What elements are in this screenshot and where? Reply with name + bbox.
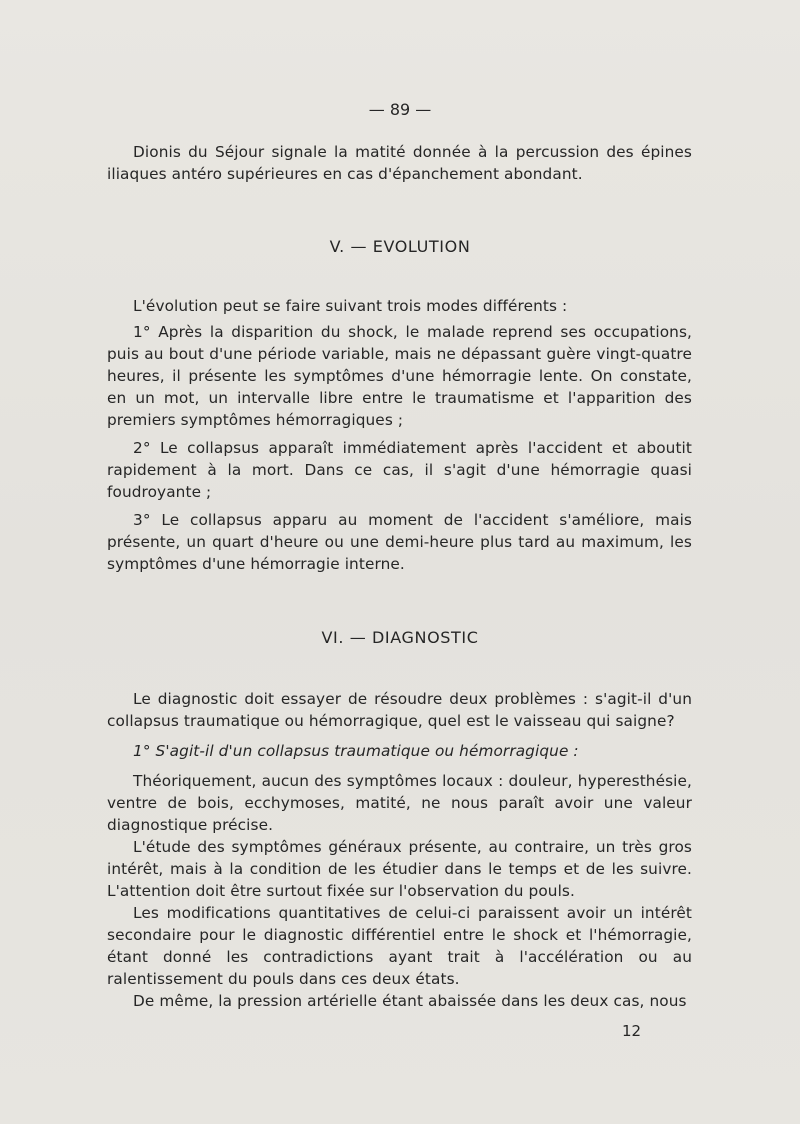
evolution-section xyxy=(107,295,692,575)
evolution-item-2: 2° Le collapsus apparaît immédiatement après l'accident et aboutit rapidement à la mort. Dans ce cas, il s'agit d'une hémorragie quasi foudroyante ; xyxy=(107,439,692,501)
section-heading-diagnostic: VI. — DIAGNOSTIC xyxy=(321,628,479,647)
evolution-lead: L'évolution peut se faire suivant trois modes différents : xyxy=(133,297,568,315)
diagnostic-subheading: 1° S'agit-il d'un collapsus traumatique ou hémorragique : xyxy=(133,742,579,760)
diagnostic-paragraph-1: Théoriquement, aucun des symptômes locaux : douleur, hyperesthésie, ventre de bois, ecchymoses, matité, ne nous paraît avoir une valeur diagnostique précise. xyxy=(107,772,692,834)
intro-paragraph-block xyxy=(107,141,692,185)
section-heading-evolution: V. — EVOLUTION xyxy=(329,237,471,256)
evolution-item-3: 3° Le collapsus apparu au moment de l'accident s'améliore, mais présente, un quart d'heure ou une demi-heure plus tard au maximum, les symptômes d'une hémorragie interne. xyxy=(107,511,692,573)
diagnostic-paragraph-2: L'étude des symptômes généraux présente, au contraire, un très gros intérêt, mais à la condition de les étudier dans le temps et de les suivre. L'attention doit être surtout fixée sur l'observation du pouls. xyxy=(107,838,692,900)
diagnostic-paragraph-4: De même, la pression artérielle étant abaissée dans les deux cas, nous xyxy=(133,992,687,1010)
signature-folio: 12 xyxy=(622,1022,642,1040)
diagnostic-section xyxy=(107,688,692,1012)
intro-paragraph: Dionis du Séjour signale la matité donnée à la percussion des épines iliaques antéro supérieures en cas d'épanchement abondant. xyxy=(107,143,692,183)
diagnostic-lead: Le diagnostic doit essayer de résoudre deux problèmes : s'agit-il d'un collapsus traumatique ou hémorragique, quel est le vaisseau qui saigne? xyxy=(107,690,692,730)
diagnostic-paragraph-3: Les modifications quantitatives de celui-ci paraissent avoir un intérêt secondaire pour le diagnostic différentiel entre le shock et l'hémorragie, étant donné les contradictions ayant trait à l'accélération ou au ralentissement du pouls dans ces deux états. xyxy=(107,904,692,988)
page-number: — 89 — xyxy=(368,100,432,119)
evolution-item-1: 1° Après la disparition du shock, le malade reprend ses occupations, puis au bout d'une période variable, mais ne dépassant guère vingt-quatre heures, il présente les symptômes d'une hémorragie lente. On constate, en un mot, un intervalle libre entre le traumatisme et l'apparition des premiers symptômes hémorragiques ; xyxy=(107,323,692,429)
